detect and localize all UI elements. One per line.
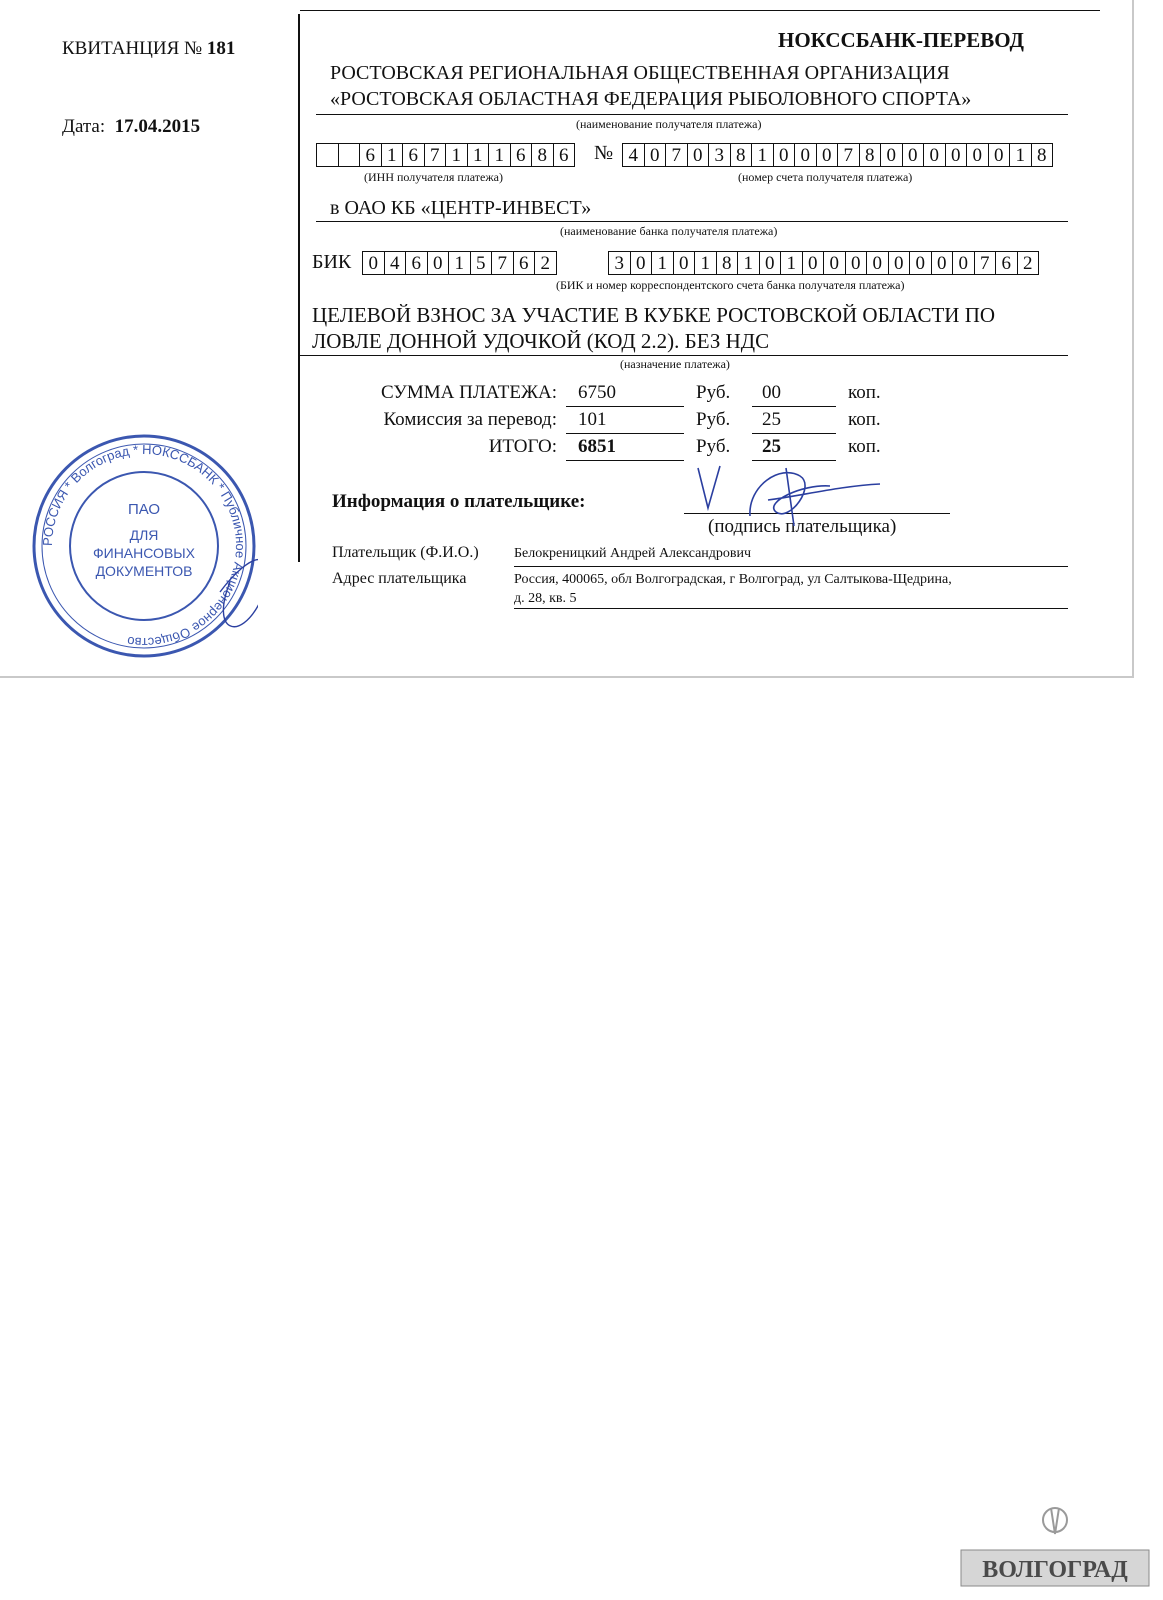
date-label: Дата: [62, 116, 106, 137]
amount-kop-value: 25 [762, 436, 781, 457]
digit-cell: 8 [717, 251, 739, 275]
digit-cell: 3 [609, 251, 631, 275]
amount-row-label: СУММА ПЛАТЕЖА: [380, 382, 557, 403]
payer-name-rule [514, 566, 1068, 567]
purpose-line2: ЛОВЛЕ ДОННОЙ УДОЧКОЙ (КОД 2.2). БЕЗ НДС [312, 329, 770, 353]
digit-cell: 0 [774, 143, 796, 167]
amount-row-label: Комиссия за перевод: [383, 409, 557, 430]
digit-cell: 6 [403, 143, 425, 167]
bank-name: в ОАО КБ «ЦЕНТР-ИНВЕСТ» [330, 197, 592, 219]
digit-cell: 4 [623, 143, 645, 167]
bank-stamp [30, 432, 258, 660]
digit-cell: 0 [631, 251, 653, 275]
account-caption: (номер счета получателя платежа) [738, 170, 913, 184]
stub-divider [298, 14, 300, 562]
digit-cell: 8 [1032, 143, 1054, 167]
stamp-line3: ДОКУМЕНТОВ [95, 563, 193, 579]
digit-cell: 1 [382, 143, 404, 167]
kop-label: коп. [848, 436, 881, 457]
digit-cell: 6 [511, 143, 533, 167]
bank-transfer-title: НОКССБАНК-ПЕРЕВОД [778, 28, 1024, 52]
inn-cells [316, 143, 575, 167]
account-cells [622, 143, 1053, 167]
stamp-org: ПАО [127, 501, 161, 518]
kop-underline [752, 433, 836, 434]
digit-cell: 1 [468, 143, 490, 167]
digit-cell: 1 [1010, 143, 1032, 167]
rub-underline [566, 460, 684, 461]
bik-cells [362, 251, 557, 275]
payer-info-heading: Информация о плательщике: [332, 491, 586, 512]
rub-underline [566, 433, 684, 434]
digit-cell: 7 [838, 143, 860, 167]
recipient-name-line2: «РОСТОВСКАЯ ОБЛАСТНАЯ ФЕДЕРАЦИЯ РЫБОЛОВНОГО СПОРТА» [330, 88, 972, 110]
digit-cell: 0 [846, 251, 868, 275]
digit-cell: 0 [989, 143, 1011, 167]
digit-cell: 3 [709, 143, 731, 167]
digit-cell: 1 [752, 143, 774, 167]
digit-cell: 0 [803, 251, 825, 275]
recipient-name-caption: (наименование получателя платежа) [576, 117, 762, 131]
kop-label: коп. [848, 382, 881, 403]
receipt-date [62, 116, 200, 138]
recipient-name-rule [316, 114, 1068, 115]
digit-cell: 0 [946, 143, 968, 167]
digit-cell: 7 [425, 143, 447, 167]
receipt-number [62, 38, 235, 60]
payer-name-value: Белокреницкий Андрей Александрович [514, 546, 752, 561]
payer-name-label: Плательщик (Ф.И.О.) [332, 544, 479, 561]
purpose-caption: (назначение платежа) [620, 357, 730, 371]
amount-row-label: ИТОГО: [488, 436, 557, 457]
digit-cell: 6 [996, 251, 1018, 275]
digit-cell: 0 [932, 251, 954, 275]
digit-cell: 8 [532, 143, 554, 167]
kop-label: коп. [848, 409, 881, 430]
purpose-line1: ЦЕЛЕВОЙ ВЗНОС ЗА УЧАСТИЕ В КУБКЕ РОСТОВСКОЙ ОБЛАСТИ ПО [312, 303, 996, 327]
payer-address-line1: Россия, 400065, обл Волгоградская, г Волгоград, ул Салтыкова-Щедрина, [514, 572, 952, 587]
digit-cell: 7 [666, 143, 688, 167]
digit-cell: 0 [967, 143, 989, 167]
digit-cell: 5 [471, 251, 493, 275]
digit-cell: 0 [363, 251, 385, 275]
digit-cell: 7 [492, 251, 514, 275]
rub-label: Руб. [696, 409, 731, 430]
bank-name-rule [316, 221, 1068, 222]
stamp-line1: ДЛЯ [129, 527, 159, 543]
amount-rub-value: 101 [578, 409, 607, 430]
digit-cell: 8 [860, 143, 882, 167]
payer-address-rule [514, 608, 1068, 609]
amount-rub-value: 6750 [578, 382, 616, 403]
digit-cell: 0 [953, 251, 975, 275]
amount-kop-value: 00 [762, 382, 781, 403]
watermark-text: ВОЛГОГРАД [982, 1557, 1128, 1583]
digit-cell: 1 [738, 251, 760, 275]
digit-cell: 1 [446, 143, 468, 167]
digit-cell: 0 [867, 251, 889, 275]
digit-cell: 2 [1018, 251, 1040, 275]
rub-label: Руб. [696, 382, 731, 403]
digit-cell: 0 [760, 251, 782, 275]
digit-cell: 1 [489, 143, 511, 167]
digit-cell [317, 143, 339, 167]
digit-cell: 0 [795, 143, 817, 167]
digit-cell: 0 [924, 143, 946, 167]
digit-cell: 4 [385, 251, 407, 275]
stamp-outer-text: РОССИЯ * Волгоград * НОКССБАНК * Публичное Акционерное Общество [39, 441, 249, 651]
payer-address-label: Адрес плательщика [332, 570, 467, 587]
digit-cell: 0 [688, 143, 710, 167]
number-sign: № [594, 142, 614, 164]
digit-cell: 0 [674, 251, 696, 275]
receipt-label: КВИТАНЦИЯ № [62, 38, 207, 59]
purpose-rule [300, 355, 1068, 356]
bank-caption: (наименование банка получателя платежа) [560, 224, 778, 238]
digit-cell: 0 [645, 143, 667, 167]
receipt-sheet [0, 0, 1134, 678]
bik-caption: (БИК и номер корреспондентского счета банка получателя платежа) [556, 278, 905, 292]
digit-cell: 1 [652, 251, 674, 275]
inn-caption: (ИНН получателя платежа) [364, 170, 503, 184]
digit-cell: 1 [695, 251, 717, 275]
digit-cell: 6 [406, 251, 428, 275]
digit-cell: 0 [903, 143, 925, 167]
kop-underline [752, 406, 836, 407]
digit-cell: 6 [554, 143, 576, 167]
digit-cell: 0 [817, 143, 839, 167]
rub-label: Руб. [696, 436, 731, 457]
amount-kop-value: 25 [762, 409, 781, 430]
recipient-name-line1: РОСТОВСКАЯ РЕГИОНАЛЬНАЯ ОБЩЕСТВЕННАЯ ОРГАНИЗАЦИЯ [330, 62, 950, 84]
digit-cell: 7 [975, 251, 997, 275]
digit-cell: 0 [889, 251, 911, 275]
digit-cell: 0 [881, 143, 903, 167]
digit-cell: 2 [535, 251, 557, 275]
digit-cell: 1 [449, 251, 471, 275]
stamp-line2: ФИНАНСОВЫХ [92, 545, 196, 561]
signature-caption: (подпись плательщика) [708, 516, 897, 537]
digit-cell: 1 [781, 251, 803, 275]
rub-underline [566, 406, 684, 407]
digit-cell: 0 [428, 251, 450, 275]
bik-label: БИК [312, 251, 352, 273]
digit-cell: 6 [514, 251, 536, 275]
volgograd-watermark [955, 1500, 1155, 1590]
payer-address-line2: д. 28, кв. 5 [514, 591, 577, 606]
top-edge-line [300, 10, 1100, 11]
digit-cell [339, 143, 361, 167]
date-value: 17.04.2015 [114, 116, 201, 137]
amount-rub-value: 6851 [578, 436, 616, 457]
digit-cell: 0 [910, 251, 932, 275]
receipt-number-value: 181 [206, 38, 236, 59]
digit-cell: 6 [360, 143, 382, 167]
digit-cell: 0 [824, 251, 846, 275]
signature [690, 456, 890, 536]
digit-cell: 8 [731, 143, 753, 167]
corr-account-cells [608, 251, 1039, 275]
